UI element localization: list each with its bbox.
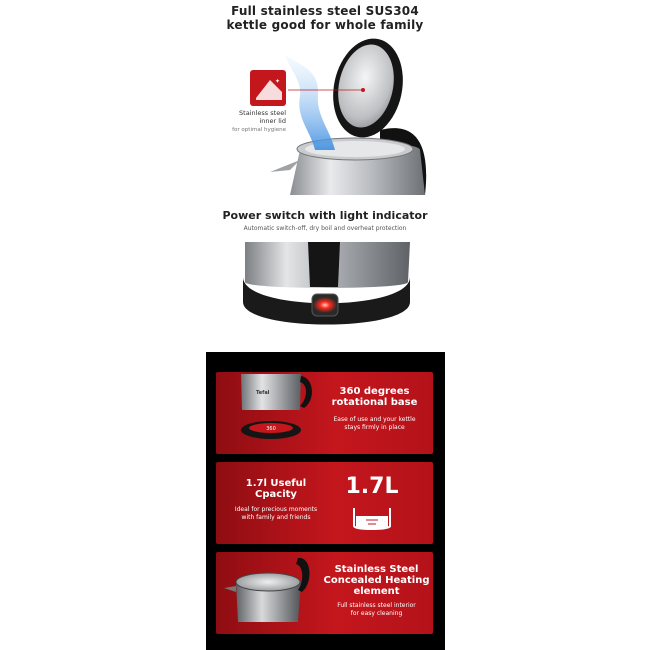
callout-subtext: for optimal hygiene <box>232 127 286 133</box>
card2-desc-line1: Ideal for precious moments <box>234 506 318 513</box>
steam-icon <box>285 55 335 150</box>
top-title-line2: kettle good for whole family <box>226 18 424 32</box>
card3-desc-line1: Full stainless steel interior <box>337 602 416 609</box>
kettle-lid-illustration <box>0 0 650 200</box>
svg-text:✦: ✦ <box>275 78 281 85</box>
kettle-open-image <box>216 552 316 634</box>
feature-card-capacity <box>216 462 433 544</box>
capacity-value: 1.7L <box>345 474 399 499</box>
callout-label-line2: inner lid <box>259 116 286 125</box>
card1-desc-line1: Ease of use and your kettle <box>333 416 416 423</box>
feature-card-rotational-base <box>216 372 433 454</box>
base-360-label: 360 <box>266 426 276 432</box>
capacity-icon <box>352 506 392 532</box>
card3-title-line2: Concealed Heating <box>323 575 430 587</box>
card3-title-line1: Stainless Steel <box>334 564 419 575</box>
card1-title-line2: rotational base <box>331 397 418 409</box>
power-switch-subtitle: Automatic switch-off, dry boil and overheat protection <box>243 225 407 232</box>
kettle-base-illustration <box>0 232 650 332</box>
card2-title-line1: 1.7l Useful <box>245 478 307 489</box>
feature-panel <box>206 352 445 650</box>
power-switch-title: Power switch with light indicator <box>222 209 428 222</box>
card3-title-line3: element <box>353 586 400 598</box>
brand-logo: Tefal <box>256 390 270 396</box>
card1-title-line1: 360 degrees <box>339 386 410 397</box>
top-title-line1: Full stainless steel SUS304 <box>231 4 419 18</box>
card1-desc-line2: stays firmly in place <box>344 423 405 431</box>
kettle-image <box>216 372 316 454</box>
feature-card-heating-element <box>216 552 433 634</box>
card2-title-line2: Cpacity <box>255 489 297 501</box>
power-light-icon <box>313 297 337 313</box>
card3-desc-line2: for easy cleaning <box>350 609 403 617</box>
card2-desc-line2: with family and friends <box>241 513 311 521</box>
callout-label-line1: Stainless steel <box>239 109 286 117</box>
